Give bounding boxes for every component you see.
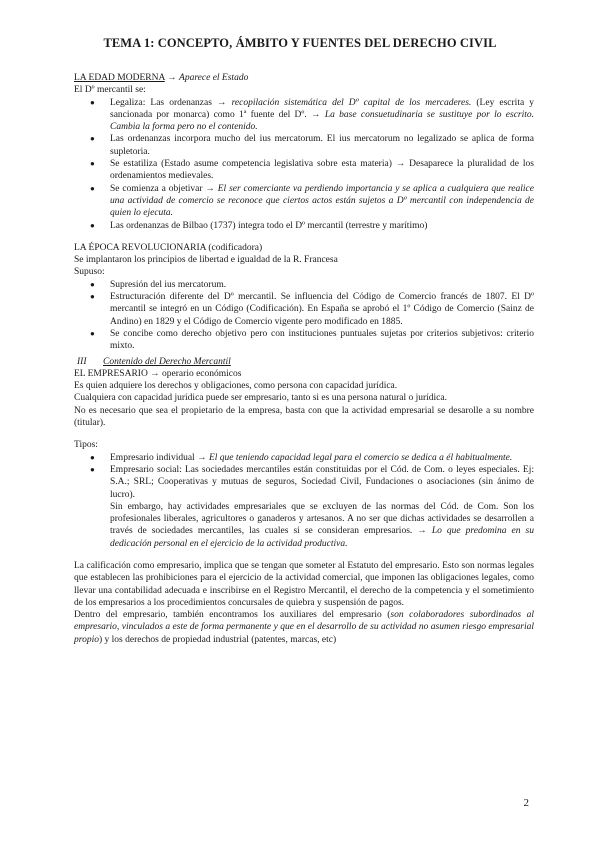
list-item — [74, 133, 534, 158]
list-item-emphasis: Lo que predomina en su dedicación personal en el ejercicio de la actividad productiva. — [110, 526, 534, 549]
page-number: 2 — [523, 797, 529, 809]
list-item-emphasis: La base consuetudinaria se sustituye por lo escrito. Cambia la forma pero no el contenido. — [110, 109, 535, 133]
bullet-icon: ● — [90, 220, 95, 230]
list-item — [74, 452, 534, 464]
list-item-text: Empresario social: Las sociedades mercantiles están constituidas por el Cód. de Com. o leyes especiales. Ej: S.A.; SRL; Cooperativas y mutuas de seguros, Sociedad Civil, Fundaciones o asociaciones (sin ánimo de lucro). — [110, 464, 534, 500]
paragraph-estatuto: La calificación como empresario, implica que se tengan que someter al Estatuto del empresario. Esto son normas legales que establecen las prohibiciones para el ejercicio de la actividad comercial, que imponen las obligaciones legales, como llevar una contabilidad adecuada e inscribirse en el Registro Mercantil, el derecho de la competencia y el sometimiento de los empresarios a los procedimientos concursales de quiebra y suspensión de pagos. — [74, 560, 534, 608]
section-heading-text: Contenido del Derecho Mercantil — [103, 356, 231, 367]
paragraph: Supuso: — [74, 267, 105, 278]
bullet-icon: ● — [90, 292, 95, 302]
bullet-icon: ● — [90, 464, 95, 474]
list-item-emphasis: recopilación sistemática del Dº capital de los mercaderes. — [231, 97, 472, 108]
list-item-text: Se comienza a objetivar → — [110, 183, 218, 194]
bullet-icon: ● — [90, 97, 95, 107]
paragraph: Se implantaron los principios de libertad e igualdad de la R. Francesa — [74, 255, 338, 266]
bullet-icon: ● — [90, 159, 95, 169]
bullet-icon: ● — [90, 328, 95, 338]
list-item — [74, 97, 534, 134]
list-item-text: Supresión del ius mercatorum. — [110, 279, 227, 290]
bullet-icon: ● — [90, 134, 95, 144]
paragraph: Cualquiera con capacidad jurídica puede ser empresario, tanto si es una persona natural o jurídica. — [74, 393, 447, 404]
list-item — [74, 183, 534, 220]
list-item-emphasis: El ser comerciante va perdiendo importancia y se aplica a cualquiera que realice una actividad de comercio se reconoce que ciertos actos están sujetos a Dº mercantil con independencia de quien lo ejecuta. — [110, 183, 534, 219]
bullet-list-edad-moderna — [74, 97, 534, 232]
list-item — [74, 328, 534, 353]
list-item — [74, 291, 534, 328]
paragraph: No es necesario que sea el propietario de la empresa, basta con que la actividad empresarial se desarolle a su nombre (titular). — [74, 405, 534, 429]
paragraph-text: Dentro del empresario, también encontramos los auxiliares del empresario ( — [74, 610, 391, 621]
section-heading-edad-moderna — [74, 72, 534, 84]
arrow-glyph: → — [167, 73, 177, 83]
paragraph-auxiliares — [74, 609, 534, 646]
list-item-text: (Ley escrita y sancionada por monarca) como 1ª fuente del Dº. → — [110, 97, 534, 120]
bullet-icon: ● — [90, 183, 95, 193]
bullet-icon: ● — [90, 452, 95, 462]
document-body — [74, 72, 534, 646]
paragraph-tipos: Tipos: — [74, 440, 98, 451]
bullet-list-tipos — [74, 452, 534, 550]
list-item-text: Estructuración diferente del Dº mercantil. Se influencia del Código de Comercio francés de 1807. El Dº mercantil se integró en un Código (Codificación). En España se aprobó el 1º Código de Comercio (Sainz de Andino) en 1829 y el Código de Comercio vigente pero modificado en 1885. — [110, 292, 534, 327]
list-item-text: Las ordenanzas incorpora mucho del ius mercatorum. El ius mercatorum no legalizado se aplica de forma supletoria. — [110, 134, 534, 157]
list-item-text: Se concibe como derecho objetivo pero con instituciones puntuales sujetas por criterios subjetivos: criterio mixto. — [110, 328, 534, 352]
list-item-text: Sin embargo, hay actividades empresariales que se excluyen de las normas del Cód. de Com. Son los profesionales liberales, agricultores o ganaderos y artesanos. A no ser que dichas actividades se desarrollen a través de sociedades mercantiles, las cuales si se consideran empresarios. → — [110, 501, 534, 537]
list-item — [74, 158, 534, 183]
list-item-emphasis: El que teniendo capacidad legal para el comercio se dedica a él habitualmente. — [208, 452, 513, 463]
list-item-continuation — [110, 501, 534, 550]
section-number: III — [77, 356, 87, 367]
section-heading-contenido — [74, 356, 534, 368]
list-item-text: Las ordenanzas de Bilbao (1737) integra todo el Dº mercantil (terrestre y marítimo) — [110, 220, 428, 231]
section-heading-epoca-revolucionaria: LA ÉPOCA REVOLUCIONARIA (codificadora) — [74, 242, 263, 253]
bullet-list-epoca-revolucionaria — [74, 279, 534, 353]
list-item-text: Se estatiliza (Estado asume competencia legislativa sobre esta materia) → Desaparece la pluralidad de los ordenamientos medievales. — [110, 159, 534, 182]
list-item — [74, 279, 534, 291]
subheading-empresario: EL EMPRESARIO → operario económicos — [74, 368, 242, 379]
paragraph: Es quien adquiere los derechos y obligaciones, como persona con capacidad jurídica. — [74, 381, 398, 392]
list-item-text: Empresario individual → — [110, 452, 209, 463]
section-heading-text: LA EDAD MODERNA — [74, 73, 165, 83]
list-item-text: Legaliza: Las ordenanzas → — [110, 97, 232, 108]
bullet-icon: ● — [90, 279, 95, 289]
section-intro: El Dº mercantil se: — [74, 85, 146, 96]
list-item — [74, 464, 534, 550]
page-title: TEMA 1: CONCEPTO, ÁMBITO Y FUENTES DEL DERECHO CIVIL — [103, 36, 497, 50]
section-heading-emphasis: Aparece el Estado — [179, 73, 249, 83]
list-item — [74, 220, 534, 232]
paragraph-text: ) y los derechos de propiedad industrial (patentes, marcas, etc) — [98, 634, 337, 645]
paragraph-emphasis: son colaboradores subordinados al empresario, vinculados a este de forma permanente y que en el desarrollo de su actividad no asumen riesgo empresarial propio — [74, 610, 534, 645]
